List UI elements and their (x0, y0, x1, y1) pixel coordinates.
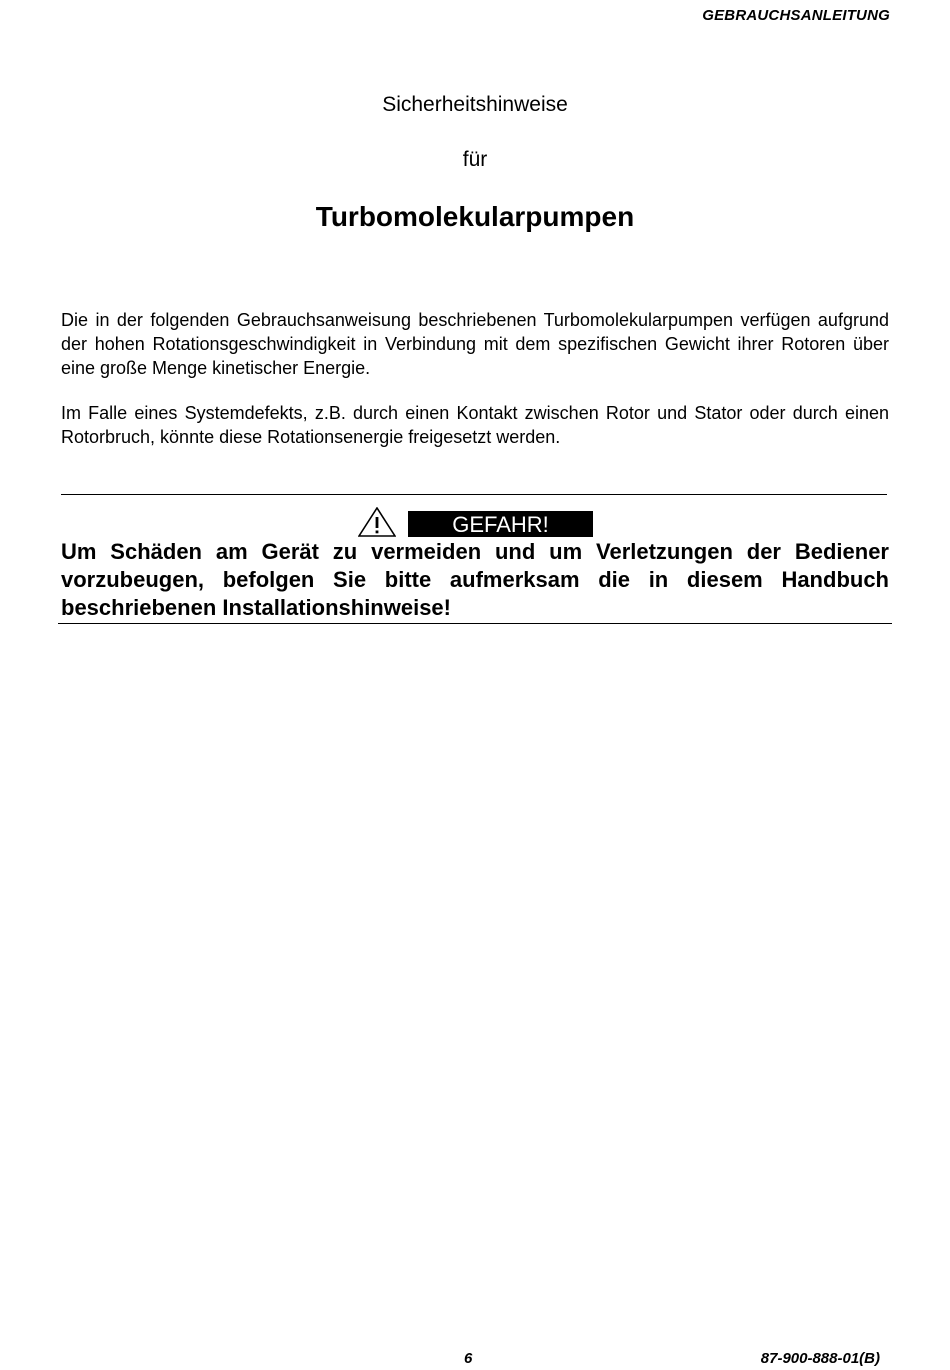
header-label: GEBRAUCHSANLEITUNG (702, 7, 890, 24)
divider-top (61, 494, 887, 495)
page-title: Turbomolekularpumpen (315, 201, 635, 232)
title-line-1: Sicherheitshinweise (382, 93, 568, 116)
page-number: 6 (464, 1350, 473, 1367)
divider-bottom (58, 623, 892, 624)
title-line-2: für (462, 148, 488, 171)
body-paragraph-2: Im Falle eines Systemdefekts, z.B. durch einen Kontakt zwischen Rotor und Stator oder durch einen Rotorbruch, könnte diese Rotationsenergie freigesetzt werden. (61, 403, 889, 447)
danger-badge: GEFAHR! (408, 511, 593, 537)
body-paragraph-1: Die in der folgenden Gebrauchsanweisung beschriebenen Turbomolekularpumpen verfügen aufgrund der hohen Rotationsgeschwindigkeit in Verbindung mit dem spezifischen Gewicht ihrer Rotoren über eine große Menge kinetischer Energie. (61, 310, 889, 378)
warning-triangle-icon (358, 507, 396, 537)
document-number: 87-900-888-01(B) (760, 1350, 880, 1367)
warning-text: Um Schäden am Gerät zu vermeiden und um Verletzungen der Bediener vorzubeugen, befolgen Sie bitte aufmerksam die in diesem Handbuch beschriebenen Installationshinweise! (61, 539, 889, 620)
